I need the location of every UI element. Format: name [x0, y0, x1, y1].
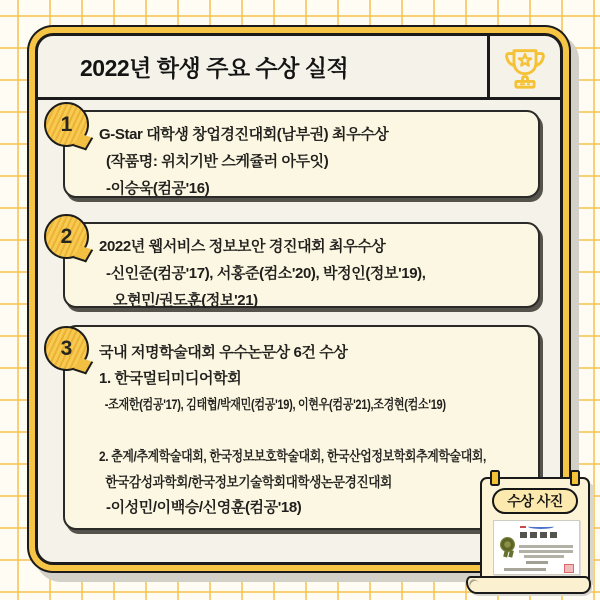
cert-text-line [526, 561, 548, 564]
cert-text-line [524, 555, 564, 558]
award-line: -신인준(컴공'17), 서홍준(컴소'20), 박정인(정보'19), [106, 265, 426, 282]
award-line: G-Star 대학생 창업경진대회(남부권) 최우수상 [99, 126, 389, 143]
cert-text-line [519, 545, 573, 548]
cert-text-line [519, 550, 573, 553]
cert-text-line [504, 568, 546, 571]
award-line: (작품명: 위치기반 스케쥴러 아두잇) [106, 153, 329, 170]
photo-card [480, 477, 590, 581]
award-line: 2. 춘계/추계학술대회, 한국정보보호학술대회, 한국산업정보학회추계학술대회, [99, 448, 486, 464]
ribbon-seal-icon [500, 537, 515, 552]
clip-icon [570, 470, 580, 486]
award-box-2 [60, 222, 540, 309]
award-line: 1. 한국멀티미디어학회 [99, 370, 242, 387]
badge-number: 2 [60, 224, 73, 248]
award-line: 2022년 웹서비스 정보보안 경진대회 최우수상 [99, 238, 386, 255]
award-box-3 [60, 325, 540, 530]
badge-number: 1 [60, 112, 73, 136]
page-curl [466, 576, 591, 594]
trophy-box [487, 36, 560, 97]
award-line: 한국감성과학회/한국정보기술학회대학생논문경진대회 [105, 474, 392, 490]
award-box-1 [60, 110, 540, 198]
award-number-badge-3 [44, 326, 89, 371]
award-line: -이승욱(컴공'16) [106, 180, 210, 197]
page-title: 2022년 학생 주요 수상 실적 [80, 55, 349, 81]
award-line: -조재한(컴공'17), 김태협/박재민(컴공'19), 이현우(컴공'21),조경현(컴소'19) [104, 397, 446, 412]
award-line: 국내 저명학술대회 우수논문상 6건 수상 [99, 344, 348, 361]
award-number-badge-2 [44, 214, 89, 259]
clip-icon [490, 470, 500, 486]
award-line: 오현민/권도훈(정보'21) [113, 292, 258, 309]
badge-number: 3 [60, 336, 73, 360]
award-line: -이성민/이백승/신영훈(컴공'18) [106, 499, 302, 516]
trophy-icon [502, 44, 548, 90]
photo-card-label: 수상 사진 [492, 488, 578, 514]
cert-logo-icon [528, 524, 554, 529]
certificate-photo [493, 520, 580, 575]
stamp-icon [564, 564, 574, 573]
award-number-badge-1 [44, 102, 89, 147]
header [38, 36, 560, 100]
cert-title-text [520, 532, 558, 538]
